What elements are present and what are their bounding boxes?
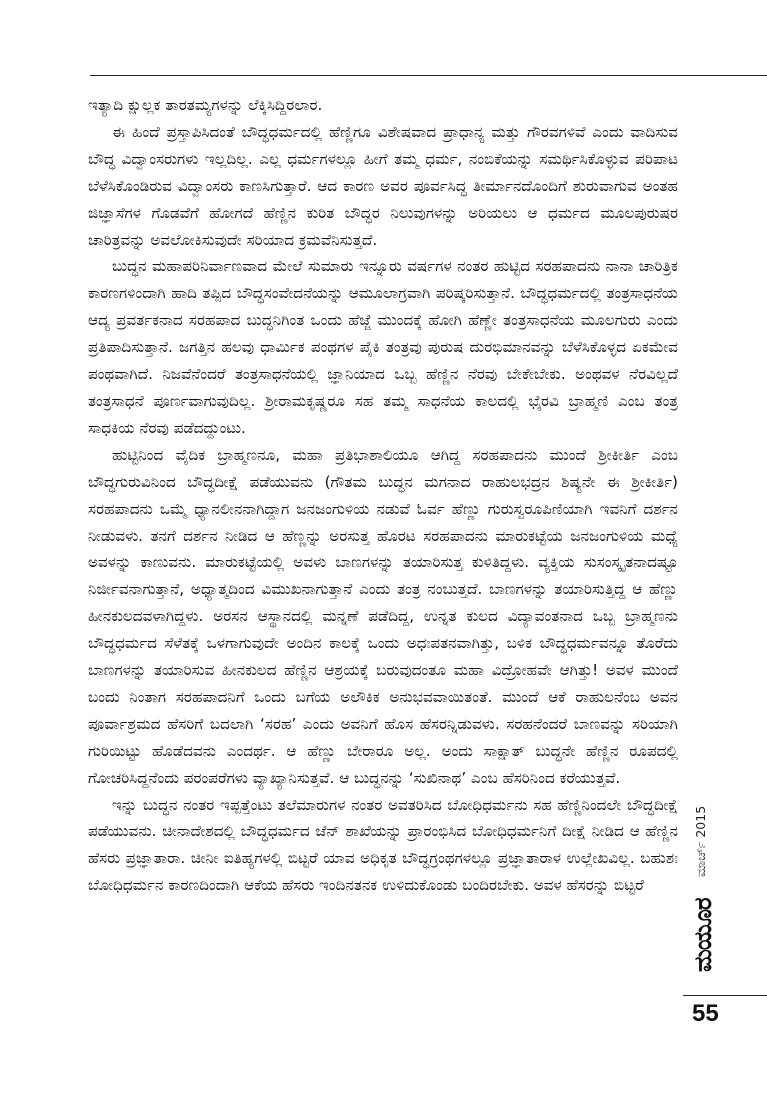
magazine-logo: ಮಯೂರ <box>689 898 717 972</box>
magazine-sidebar <box>689 795 723 980</box>
paragraph: ಹುಟ್ಟಿನಿಂದ ವೈದಿಕ ಬ್ರಾಹ್ಮಣನೂ, ಮಹಾ ಪ್ರತಿಭಾಶಾಲಿಯೂ ಆಗಿದ್ದ ಸರಹಪಾದನು ಮುಂದೆ ಶ್ರೀಕೀರ್ತಿ ಎಂಬ ಬೌದ್ಧಗುರುವಿನಿಂದ ಬೌದ್ಧದೀಕ್ಷೆ ಪಡೆಯುವನು (ಗೌತಮ ಬುದ್ಧನ ಮಗನಾದ ರಾಹುಲಭದ್ರನ ಶಿಷ್ಯನೇ ಈ ಶ್ರೀಕೀರ್ತಿ) ಸರಹಪಾದನು ಒಮ್ಮೆ ಧ್ಯಾನಲೀನನಾಗಿದ್ದಾಗ ಜನಜಂಗುಳಿಯ ನಡುವೆ ಓರ್ವ ಹೆಣ್ಣು ಗುರುಸ್ವರೂಪಿಣಿಯಾಗಿ ಇವನಿಗೆ ದರ್ಶನ ನೀಡುವಳು. ತನಗೆ ದರ್ಶನ ನೀಡಿದ ಆ ಹೆಣ್ಣನ್ನು ಅರಸುತ್ತ ಹೊರಟ ಸರಹಪಾದನು ಮಾರುಕಟ್ಟೆಯ ಜನಜಂಗುಳಿಯ ಮಧ್ಯೆ ಅವಳನ್ನು ಕಾಣುವನು. ಮಾರುಕಟ್ಟೆಯಲ್ಲಿ ಅವಳು ಬಾಣಗಳನ್ನು ತಯಾರಿಸುತ್ತ ಕುಳಿತಿದ್ದಳು. ವ್ಯಕ್ತಿಯ ಸುಸಂಸ್ಕೃತನಾದಷ್ಟೂ ನಿರ್ಜೀವನಾಗುತ್ತಾನೆ, ಅಧ್ಯಾತ್ಮದಿಂದ ವಿಮುಖನಾಗುತ್ತಾನೆ ಎಂದು ತಂತ್ರ ನಂಬುತ್ತದೆ. ಬಾಣಗಳನ್ನು ತಯಾರಿಸುತ್ತಿದ್ದ ಆ ಹೆಣ್ಣು ಹೀನಕುಲದವಳಾಗಿದ್ದಳು. ಅರಸನ ಆಸ್ಥಾನದಲ್ಲಿ ಮನ್ನಣೆ ಪಡೆದಿದ್ದ, ಉನ್ನತ ಕುಲದ ವಿದ್ಯಾವಂತನಾದ ಒಬ್ಬ ಬ್ರಾಹ್ಮಣನು ಬೌದ್ಧಧರ್ಮದ ಸೆಳೆತಕ್ಕೆ ಒಳಗಾಗುವುದೇ ಅಂದಿನ ಕಾಲಕ್ಕೆ ಒಂದು ಅಧಃಪತನವಾಗಿತ್ತು, ಬಳಿಕ ಬೌದ್ಧಧರ್ಮವನ್ನೂ ತೊರೆದು ಬಾಣಗಳನ್ನು ತಯಾರಿಸುವ ಹೀನಕುಲದ ಹೆಣ್ಣಿನ ಆಶ್ರಯಕ್ಕೆ ಬರುವುದಂತೂ ಮಹಾ ವಿದ್ರೋಹವೇ ಆಗಿತ್ತು! ಅವಳ ಮುಂದೆ ಬಂದು ನಿಂತಾಗ ಸರಹಪಾದನಿಗೆ ಒಂದು ಬಗೆಯ ಅಲೌಕಿಕ ಅನುಭವವಾಯಿತಂತೆ. ಮುಂದೆ ಆಕೆ ರಾಹುಲನೆಂಬ ಅವನ ಪೂರ್ವಾಶ್ರಮದ ಹೆಸರಿಗೆ ಬದಲಾಗಿ ‘ಸರಹ’ ಎಂದು ಅವನಿಗೆ ಹೊಸ ಹೆಸರನ್ನಿಡುವಳು. ಸರಹನೆಂದರೆ ಬಾಣವನ್ನು ಸರಿಯಾಗಿ ಗುರಿಯಿಟ್ಟು ಹೊಡೆದವನು ಎಂದರ್ಥ. ಆ ಹೆಣ್ಣು ಬೇರಾರೂ ಅಲ್ಲ. ಅಂದು ಸಾಕ್ಷಾತ್ ಬುದ್ಧನೇ ಹೆಣ್ಣಿನ ರೂಪದಲ್ಲಿ ಗೋಚರಿಸಿದ್ದನೆಂದು ಪರಂಪರೆಗಳು ವ್ಯಾಖ್ಯಾನಿಸುತ್ತವೆ. ಆ ಬುದ್ಧನನ್ನು ‘ಸುಖಿನಾಥ’ ಎಂಬ ಹೆಸರಿನಿಂದ ಕರೆಯುತ್ತವೆ. <box>88 445 678 787</box>
header-rule <box>90 75 767 76</box>
footer-rule <box>683 995 767 996</box>
article-body <box>88 92 678 899</box>
page-number: 55 <box>692 1000 719 1027</box>
paragraph: ಬುದ್ಧನ ಮಹಾಪರಿನಿರ್ವಾಣವಾದ ಮೇಲೆ ಸುಮಾರು ಇನ್ನೂರು ವರ್ಷಗಳ ನಂತರ ಹುಟ್ಟಿದ ಸರಹಪಾದನು ನಾನಾ ಚಾರಿತ್ರಿಕ ಕಾರಣಗಳಿಂದಾಗಿ ಹಾದಿ ತಪ್ಪಿದ ಬೌದ್ಧಸಂವೇದನೆಯನ್ನು ಆಮೂಲಾಗ್ರವಾಗಿ ಪರಿಷ್ಕರಿಸುತ್ತಾನೆ. ಬೌದ್ಧಧರ್ಮದಲ್ಲಿ ತಂತ್ರಸಾಧನೆಯ ಆದ್ಯ ಪ್ರವರ್ತಕನಾದ ಸರಹಪಾದ ಬುದ್ಧನಿಗಿಂತ ಒಂದು ಹೆಜ್ಜೆ ಮುಂದಕ್ಕೆ ಹೋಗಿ ಹೆಣ್ಣೇ ತಂತ್ರಸಾಧನೆಯ ಮೂಲಗುರು ಎಂದು ಪ್ರತಿಪಾದಿಸುತ್ತಾನೆ. ಜಗತ್ತಿನ ಹಲವು ಧಾರ್ಮಿಕ ಪಂಥಗಳ ಪೈಕಿ ತಂತ್ರವು ಪುರುಷ ದುರಭಿಮಾನವನ್ನು ಬೆಳೆಸಿಕೊಳ್ಳದ ಏಕಮೇವ ಪಂಥವಾಗಿದೆ. ನಿಜವೆನೆಂದರೆ ತಂತ್ರಸಾಧನೆಯಲ್ಲಿ ಜ್ಞಾನಿಯಾದ ಒಬ್ಬ ಹೆಣ್ಣಿನ ನೆರವು ಬೇಕೇಬೇಕು. ಅಂಥವಳ ನೆರವಿಲ್ಲದೆ ತಂತ್ರಸಾಧನೆ ಪೂರ್ಣವಾಗುವುದಿಲ್ಲ. ಶ್ರೀರಾಮಕೃಷ್ಣರೂ ಸಹ ತಮ್ಮ ಸಾಧನೆಯ ಕಾಲದಲ್ಲಿ ಭೈರವಿ ಬ್ರಾಹ್ಮಣಿ ಎಂಬ ತಂತ್ರ ಸಾಧಕಿಯ ನೆರವು ಪಡೆದದ್ದುಂಟು. <box>88 257 678 437</box>
paragraph: ಇನ್ನು ಬುದ್ಧನ ನಂತರ ಇಪ್ಪತ್ತೆಂಟು ತಲೆಮಾರುಗಳ ನಂತರ ಅವತರಿಸಿದ ಬೋಧಿಧರ್ಮನು ಸಹ ಹೆಣ್ಣಿನಿಂದಲೇ ಬೌದ್ಧದೀಕ್ಷೆ ಪಡೆಯುವನು. ಚೀನಾದೇಶದಲ್ಲಿ ಬೌದ್ಧಧರ್ಮದ ಜೆನ್ ಶಾಖೆಯನ್ನು ಪ್ರಾರಂಭಿಸಿದ ಬೋಧಿಧರ್ಮನಿಗೆ ದೀಕ್ಷೆ ನೀಡಿದ ಆ ಹೆಣ್ಣಿನ ಹೆಸರು ಪ್ರಜ್ಞಾತಾರಾ. ಚೀನೀ ಐತಿಹ್ಯಗಳಲ್ಲಿ ಬಿಟ್ಟರೆ ಯಾವ ಅಧಿಕೃತ ಬೌದ್ಧಗ್ರಂಥಗಳಲ್ಲೂ ಪ್ರಜ್ಞಾತಾರಾಳ ಉಲ್ಲೇಖವಿಲ್ಲ. ಬಹುಶಃ ಬೋಧಿಧರ್ಮನ ಕಾರಣದಿಂದಾಗಿ ಆಕೆಯ ಹೆಸರು ಇಂದಿನತನಕ ಉಳಿದುಕೊಂಡು ಬಂದಿರಬೇಕು. ಅವಳ ಹೆಸರನ್ನು ಬಿಟ್ಟರೆ <box>88 795 678 895</box>
issue-date: ಮಾರ್ಚ್ 2015 <box>693 805 708 877</box>
paragraph: ಇತ್ಯಾದಿ ಕ್ಷುಲ್ಲಕ ತಾರತಮ್ಯಗಳನ್ನು ಲೆಕ್ಕಿಸಿದ್ದಿರಲಾರ. <box>88 96 323 114</box>
paragraph: ಈ ಹಿಂದೆ ಪ್ರಸ್ತಾಪಿಸಿದಂತೆ ಬೌದ್ಧಧರ್ಮದಲ್ಲಿ ಹೆಣ್ಣಿಗೂ ವಿಶೇಷವಾದ ಪ್ರಾಧಾನ್ಯ ಮತ್ತು ಗೌರವಗಳಿವೆ ಎಂದು ವಾದಿಸುವ ಬೌದ್ಧ ವಿದ್ವಾಂಸರುಗಳು ಇಲ್ಲದಿಲ್ಲ. ಎಲ್ಲ ಧರ್ಮಗಳಲ್ಲೂ ಹೀಗೆ ತಮ್ಮ ಧರ್ಮ, ನಂಬಿಕೆಯನ್ನು ಸಮರ್ಥಿಸಿಕೊಳ್ಳುವ ಪರಿಪಾಟ ಬೆಳೆಸಿಕೊಂಡಿರುವ ವಿದ್ವಾಂಸರು ಕಾಣಸಿಗುತ್ತಾರೆ. ಆದ ಕಾರಣ ಅವರ ಪೂರ್ವಸಿದ್ಧ ತೀರ್ಮಾನದೊಂದಿಗೆ ಶುರುವಾಗುವ ಅಂತಹ ಜಿಜ್ಞಾಸೆಗಳ ಗೊಡವೆಗೆ ಹೋಗದೆ ಹೆಣ್ಣಿನ ಕುರಿತ ಬೌದ್ಧರ ನಿಲುವುಗಳನ್ನು ಅರಿಯಲು ಆ ಧರ್ಮದ ಮೂಲಪುರುಷರ ಚಾರಿತ್ರವನ್ನು ಅವಲೋಕಿಸುವುದೇ ಸರಿಯಾದ ಕ್ರಮವೆನಿಸುತ್ತದೆ. <box>88 122 678 249</box>
